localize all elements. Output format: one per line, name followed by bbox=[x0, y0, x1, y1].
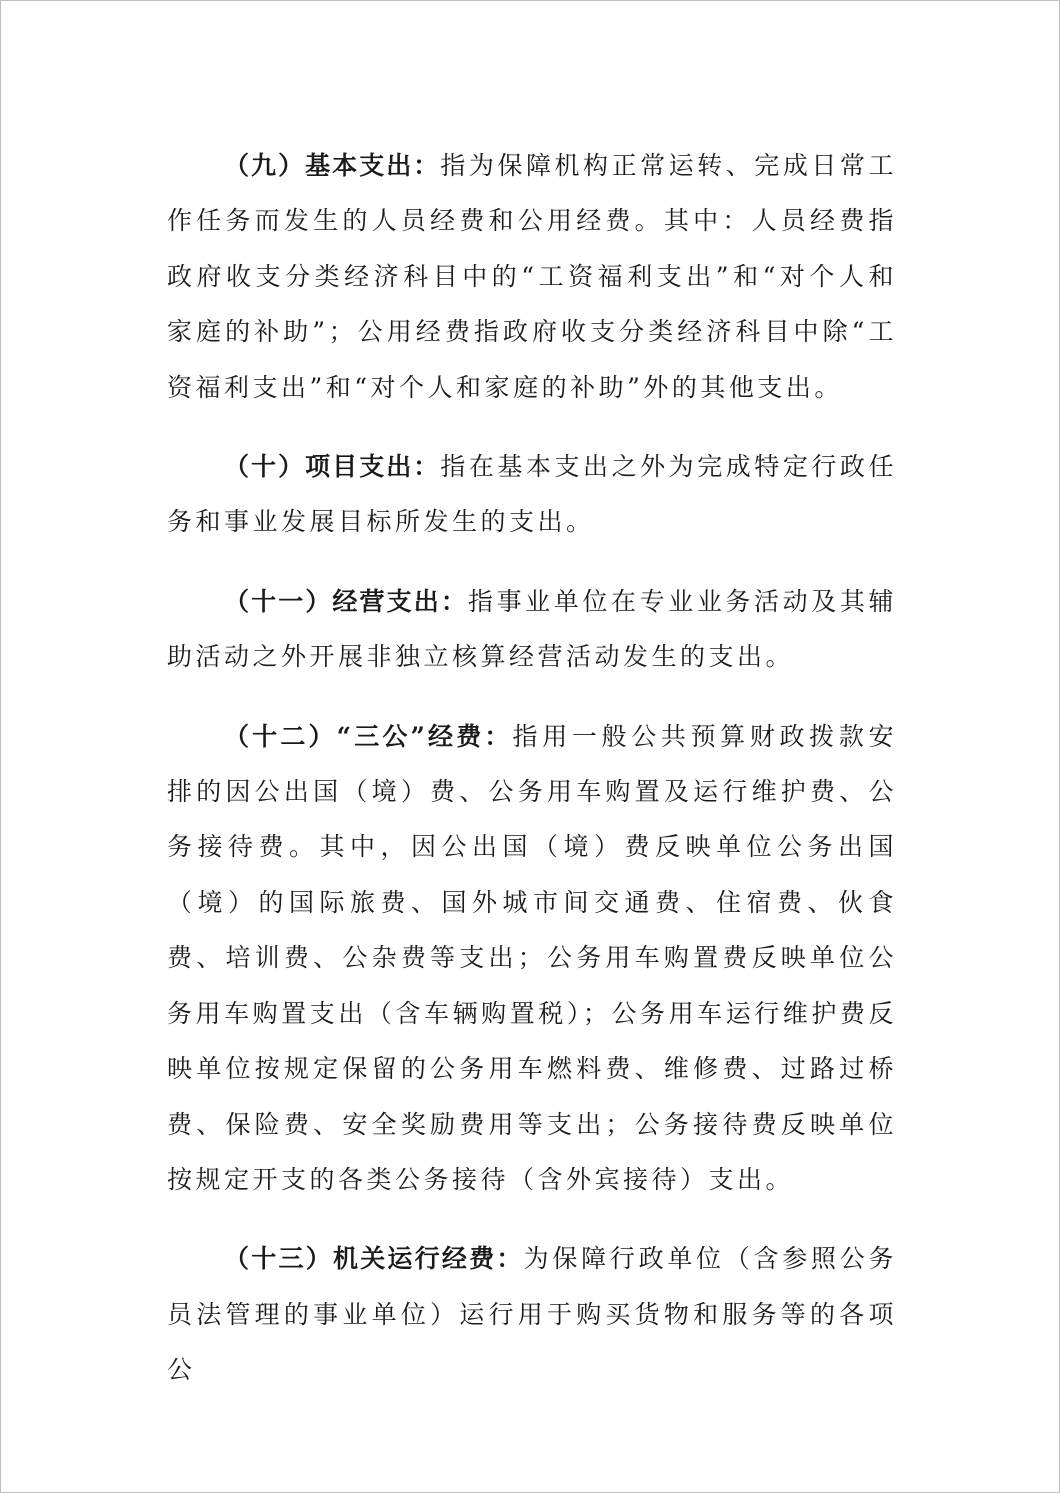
term-agency-operating-funds: （十三）机关运行经费： bbox=[224, 1244, 524, 1274]
paragraph-agency-operating-funds bbox=[167, 1231, 897, 1397]
definition-basic-expenditure: 指为保障机构正常运转、完成日常工作任务而发生的人员经费和公用经费。其中：人员经费指政府收支分类经济科目中的“工资福利支出”和“对个人和家庭的补助”；公用经费指政府收支分类经济科目中除“工资福利支出”和“对个人和家庭的补助”外的其他支出。 bbox=[167, 151, 897, 402]
term-project-expenditure: （十）项目支出： bbox=[224, 452, 441, 482]
definition-three-public-expenses: 指用一般公共预算财政拨款安排的因公出国（境）费、公务用车购置及运行维护费、公务接待费。其中，因公出国（境）费反映单位公务出国（境）的国际旅费、国外城市间交通费、住宿费、伙食费、培训费、公杂费等支出；公务用车购置费反映单位公务用车购置支出（含车辆购置税）；公务用车运行维护费反映单位按规定保留的公务用车燃料费、维修费、过路过桥费、保险费、安全奖励费用等支出；公务接待费反映单位按规定开支的各类公务接待（含外宾接待）支出。 bbox=[167, 721, 897, 1194]
term-three-public-expenses: （十二）“三公”经费： bbox=[224, 721, 513, 751]
paragraph-project-expenditure bbox=[167, 439, 897, 550]
paragraph-operating-expenditure bbox=[167, 574, 897, 685]
term-operating-expenditure: （十一）经营支出： bbox=[224, 586, 468, 616]
document-body bbox=[167, 138, 897, 1398]
definition-project-expenditure: 指在基本支出之外为完成特定行政任务和事业发展目标所发生的支出。 bbox=[167, 452, 897, 537]
definition-agency-operating-funds: 为保障行政单位（含参照公务员法管理的事业单位）运行用于购买货物和服务等的各项公 bbox=[167, 1244, 897, 1385]
paragraph-basic-expenditure bbox=[167, 138, 897, 415]
definition-operating-expenditure: 指事业单位在专业业务活动及其辅助活动之外开展非独立核算经营活动发生的支出。 bbox=[167, 586, 897, 672]
term-basic-expenditure: （九）基本支出： bbox=[224, 151, 441, 180]
paragraph-three-public-expenses bbox=[167, 709, 897, 1208]
